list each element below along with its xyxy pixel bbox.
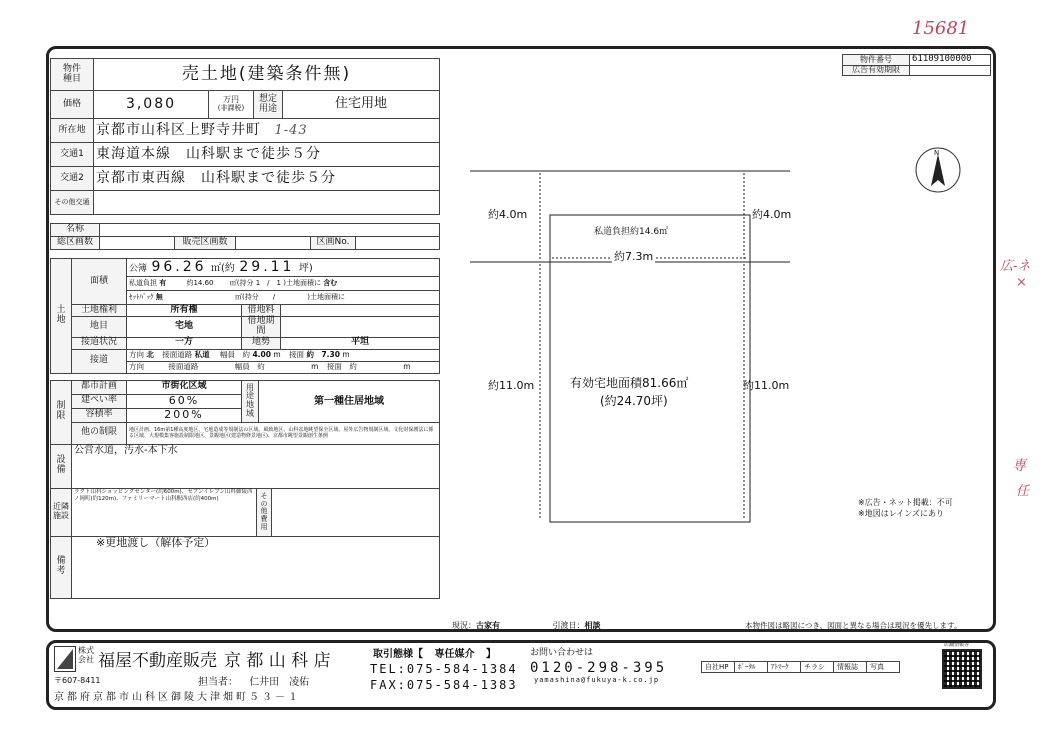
city-plan-label: 都市計画 xyxy=(72,380,127,394)
handwritten-note-ad: 広-ネ xyxy=(1000,259,1031,274)
compass-icon xyxy=(916,148,960,192)
location-label: 所在地 xyxy=(51,119,94,143)
bcr-label: 建ぺい率 xyxy=(72,394,127,408)
setback-end: )土地面積に xyxy=(307,292,346,301)
company-logo xyxy=(54,646,76,672)
other-transport-label: その他交通 xyxy=(51,191,94,215)
area-unit: ㎡(約 xyxy=(211,262,235,274)
media-tags xyxy=(702,661,900,673)
company-email: yamashina@fukuya-k.co.jp xyxy=(534,676,660,684)
transaction-end: 】 xyxy=(485,649,496,660)
transport1-value: 東海道本線 山科駅まで徒歩５分 xyxy=(94,143,440,167)
depth-right-label: 約11.0m xyxy=(743,379,790,392)
staff-name: 仁井田 凌佑 xyxy=(249,677,310,688)
share-end: )土地面積に xyxy=(283,278,321,287)
setback-value: 無 xyxy=(155,292,163,301)
far-label: 容積率 xyxy=(72,408,127,422)
name-label: 名称 xyxy=(51,224,100,237)
road1-face-label: 接面 xyxy=(289,350,305,360)
road-width-left: 約4.0m xyxy=(488,208,528,221)
far-value: 200% xyxy=(127,408,242,422)
type-value: 売土地(建築条件無) xyxy=(94,59,440,91)
sale-lots-label: 販売区画数 xyxy=(175,237,236,250)
property-number-label: 物件番号 xyxy=(843,55,910,66)
plot-diagram xyxy=(460,140,980,540)
price-label: 価格 xyxy=(51,91,94,119)
land-right-value: 所有権 xyxy=(127,305,242,317)
access-label: 接道 xyxy=(72,349,127,373)
status-value: 古家有 xyxy=(476,621,500,630)
status-label: 現況： xyxy=(452,621,476,630)
location-value: 京都市山科区上野寺井町 xyxy=(96,121,261,138)
restriction-section-label: 制限 xyxy=(51,380,72,444)
use-label: 想定 用途 xyxy=(254,91,283,119)
freedial-number: 0120-298-395 xyxy=(530,660,668,676)
road2-dir-label: 方向 xyxy=(129,362,144,372)
depth-left-label: 約11.0m xyxy=(488,379,535,392)
private-road-label: 私道負担 xyxy=(129,278,157,287)
handwritten-note-ad-x: × xyxy=(1016,275,1027,290)
share-label: ㎡(持分 xyxy=(229,278,254,287)
road1-width-unit: m xyxy=(273,350,281,360)
spec-sheet xyxy=(50,58,440,599)
ad-period-label: 広告有効期限 xyxy=(843,65,910,75)
handwritten-note-exclusive: 専 xyxy=(1012,458,1026,474)
use-value: 住宅用地 xyxy=(283,91,440,119)
media-tag: 自社HP xyxy=(701,661,735,673)
terrain-label: 地勢 xyxy=(242,337,281,349)
handover-value: 相談 xyxy=(584,621,601,630)
other-restriction-value: 地区計画、16m第1種高度地区、宅地造成等規制法の区域、風致地区、山科盆地眺望保全区域、屋外広告物規制区域、文化財保護法に係る区域、大規模集客施設制限地区、景観地区(建造物修景地区)、京都市眺望景観創生条例 xyxy=(127,422,440,444)
price-tax: (非課税) xyxy=(217,104,245,113)
setback-label: ｾｯﾄﾊﾞｯｸ xyxy=(129,292,154,301)
road1-face-unit: m xyxy=(342,350,350,360)
transport2-label: 交通2 xyxy=(51,167,94,191)
disclaimer: 本物件図は略図につき、図面と異なる場合は現況を優先します。 xyxy=(745,621,962,630)
type-label: 物件 種目 xyxy=(51,59,94,91)
included-value: 含む xyxy=(323,278,338,287)
handwritten-note-exclusive-2: 任 xyxy=(1016,484,1030,499)
road1-road: 私道 xyxy=(194,350,210,360)
company-kabu: 株式 会社 xyxy=(78,646,94,664)
media-tag: チラシ xyxy=(800,661,834,673)
facilities-value: 公営水道，汚水-本下水 xyxy=(72,444,440,488)
registry-label: 公簿 xyxy=(129,263,148,274)
road1-dir-label: 方向 xyxy=(129,350,144,360)
media-tag: 写真 xyxy=(866,661,900,673)
zone-value: 第一種住居地域 xyxy=(259,380,440,422)
effective-area-label: 有効宅地面積81.66㎡ xyxy=(570,376,689,390)
company-branch: 京 都 山 科 店 xyxy=(224,651,331,671)
contact-label: お問い合わせは xyxy=(530,648,594,658)
road1-road-label: 接面道路 xyxy=(162,350,193,360)
property-number-box xyxy=(842,54,991,76)
status-row xyxy=(452,620,601,631)
notice-map: ※地図はレインズにあり xyxy=(858,509,945,518)
land-section-label: 土地 xyxy=(51,259,72,374)
private-road-area: 約14.60 xyxy=(186,278,214,287)
road1-face: 約 7.30 xyxy=(306,350,340,360)
area-label: 面積 xyxy=(72,259,127,305)
media-tag: ｱﾄﾏｰｸ xyxy=(767,661,801,673)
company-address: 京都府京都市山科区御陵大津畑町５３－１ xyxy=(54,692,301,703)
road1-dir: 北 xyxy=(146,350,154,360)
media-tag: 情報誌 xyxy=(833,661,867,673)
road1-width: 4.00 xyxy=(252,350,271,360)
road-status-value: 一方 xyxy=(127,337,242,349)
transport1-label: 交通1 xyxy=(51,143,94,167)
ad-period-value xyxy=(910,65,991,75)
land-category-label: 地目 xyxy=(72,317,127,338)
other-transport-value xyxy=(94,191,440,215)
other-costs-label: その他費用 xyxy=(257,488,272,536)
land-category-value: 宅地 xyxy=(127,317,242,338)
remarks-label: 備考 xyxy=(51,536,72,598)
facilities-label: 設備 xyxy=(51,444,72,488)
tel-number: TEL:075-584-1384 xyxy=(370,662,518,676)
transaction-value: 専任媒介 xyxy=(434,649,475,660)
total-lots-label: 総区画数 xyxy=(51,237,100,250)
setback-share: ㎡(持分 / xyxy=(234,292,276,301)
section-no-label: 区画No. xyxy=(311,237,356,250)
price-value: 3,080 xyxy=(94,91,209,119)
staff-label: 担当者： xyxy=(198,677,238,688)
property-number-value: 61109100000 xyxy=(910,55,991,66)
road-width-right: 約4.0m xyxy=(752,208,792,221)
nearby-value: ラクト山科ショッピングセンター(約600m)、セブンイレブン山科御陵西ノ岡町(約120m)、ファミリーマート山科駅西店(約400m) xyxy=(72,488,257,536)
qr-code-icon[interactable] xyxy=(942,649,982,689)
road2-face-unit: m xyxy=(403,362,411,372)
frontage-label: 約7.3m xyxy=(614,250,654,263)
price-unit: 万円 xyxy=(223,95,239,105)
effective-area-tsubo: (約24.70坪) xyxy=(600,394,668,408)
transaction-row xyxy=(373,645,496,660)
qr-label: 店舗情報等 xyxy=(944,642,970,648)
company-postal: 〒607-8411 xyxy=(54,676,101,685)
handwritten-number: 15681 xyxy=(912,18,970,39)
road2-road-label: 接面道路 xyxy=(168,362,199,372)
land-right-label: 土地権利 xyxy=(72,305,127,317)
zone-label: 用途地域 xyxy=(242,380,259,422)
share-value: 1 / 1 xyxy=(255,278,281,287)
media-tag: ﾎﾟｰﾀﾙ xyxy=(734,661,768,673)
road2-face-label: 接面 約 xyxy=(326,362,357,372)
transaction-label: 取引態様【 xyxy=(373,649,423,660)
city-plan-value: 市街化区域 xyxy=(127,380,242,394)
private-road-value: 有 xyxy=(159,278,167,287)
terrain-value: 平坦 xyxy=(281,337,440,349)
compass-n-label: N xyxy=(934,149,940,157)
bcr-value: 60% xyxy=(127,394,242,408)
private-road-area-label: 私道負担約14.6㎡ xyxy=(594,227,669,237)
transport2-value: 京都市東西線 山科駅まで徒歩５分 xyxy=(94,167,440,191)
staff-row xyxy=(198,673,309,688)
road1-width-label: 幅員 約 xyxy=(220,350,251,360)
road2-width-unit: m xyxy=(311,362,319,372)
road2-width-label: 幅員 約 xyxy=(234,362,265,372)
handwritten-lot: 1-43 xyxy=(274,122,308,138)
road-status-label: 接道状況 xyxy=(72,337,127,349)
notice-ad: ※広告・ネット掲載：不可 xyxy=(858,498,953,507)
tsubo-value: 29.11 xyxy=(239,258,295,275)
company-name: 福屋不動産販売 xyxy=(98,651,217,671)
other-restriction-label: 他の制限 xyxy=(72,422,127,444)
area-value: 96.26 xyxy=(151,258,207,275)
tsubo-unit: 坪) xyxy=(298,262,313,274)
nearby-label: 近隣施設 xyxy=(51,488,72,536)
handover-label: 引渡日： xyxy=(552,621,585,630)
fax-number: FAX:075-584-1383 xyxy=(370,678,518,692)
remarks-value: ※更地渡し（解体予定） xyxy=(72,536,440,598)
lease-term-label: 借地期間 xyxy=(242,317,281,338)
lease-fee-label: 借地料 xyxy=(242,305,281,317)
